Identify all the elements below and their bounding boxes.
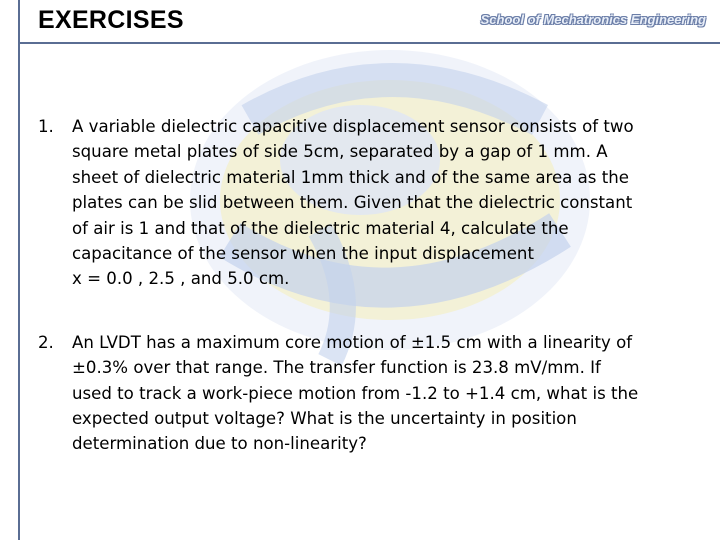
exercise-item <box>38 114 688 292</box>
school-name: School of Mechatronics Engineering <box>480 12 706 27</box>
vertical-rule <box>18 0 20 540</box>
exercise-line: square metal plates of side 5cm, separated by a gap of 1 mm. A <box>72 142 608 162</box>
header-rule <box>18 42 720 44</box>
exercise-number: 2. <box>38 332 54 352</box>
exercise-item <box>38 330 688 457</box>
exercise-line: sheet of dielectric material 1mm thick and of the same area as the <box>72 167 629 187</box>
exercise-line: ±0.3% over that range. The transfer function is 23.8 mV/mm. If <box>72 358 601 378</box>
exercise-line: An LVDT has a maximum core motion of ±1.5 cm with a linearity of <box>72 332 633 352</box>
exercise-line: plates can be slid between them. Given that the dielectric constant <box>72 193 633 213</box>
exercise-line: A variable dielectric capacitive displacement sensor consists of two <box>72 117 634 136</box>
page-title: EXERCISES <box>38 6 184 34</box>
exercise-line: determination due to non-linearity? <box>72 434 367 454</box>
exercise-number: 1. <box>38 117 54 136</box>
exercise-line: capacitance of the sensor when the input displacement <box>72 244 534 264</box>
exercise-line: of air is 1 and that of the dielectric material 4, calculate the <box>72 218 569 238</box>
exercise-list <box>38 114 688 457</box>
exercise-line: expected output voltage? What is the uncertainty in position <box>72 409 577 429</box>
exercise-line: x = 0.0 , 2.5 , and 5.0 cm. <box>72 269 290 289</box>
exercise-line: used to track a work-piece motion from -1.2 to +1.4 cm, what is the <box>72 383 639 403</box>
